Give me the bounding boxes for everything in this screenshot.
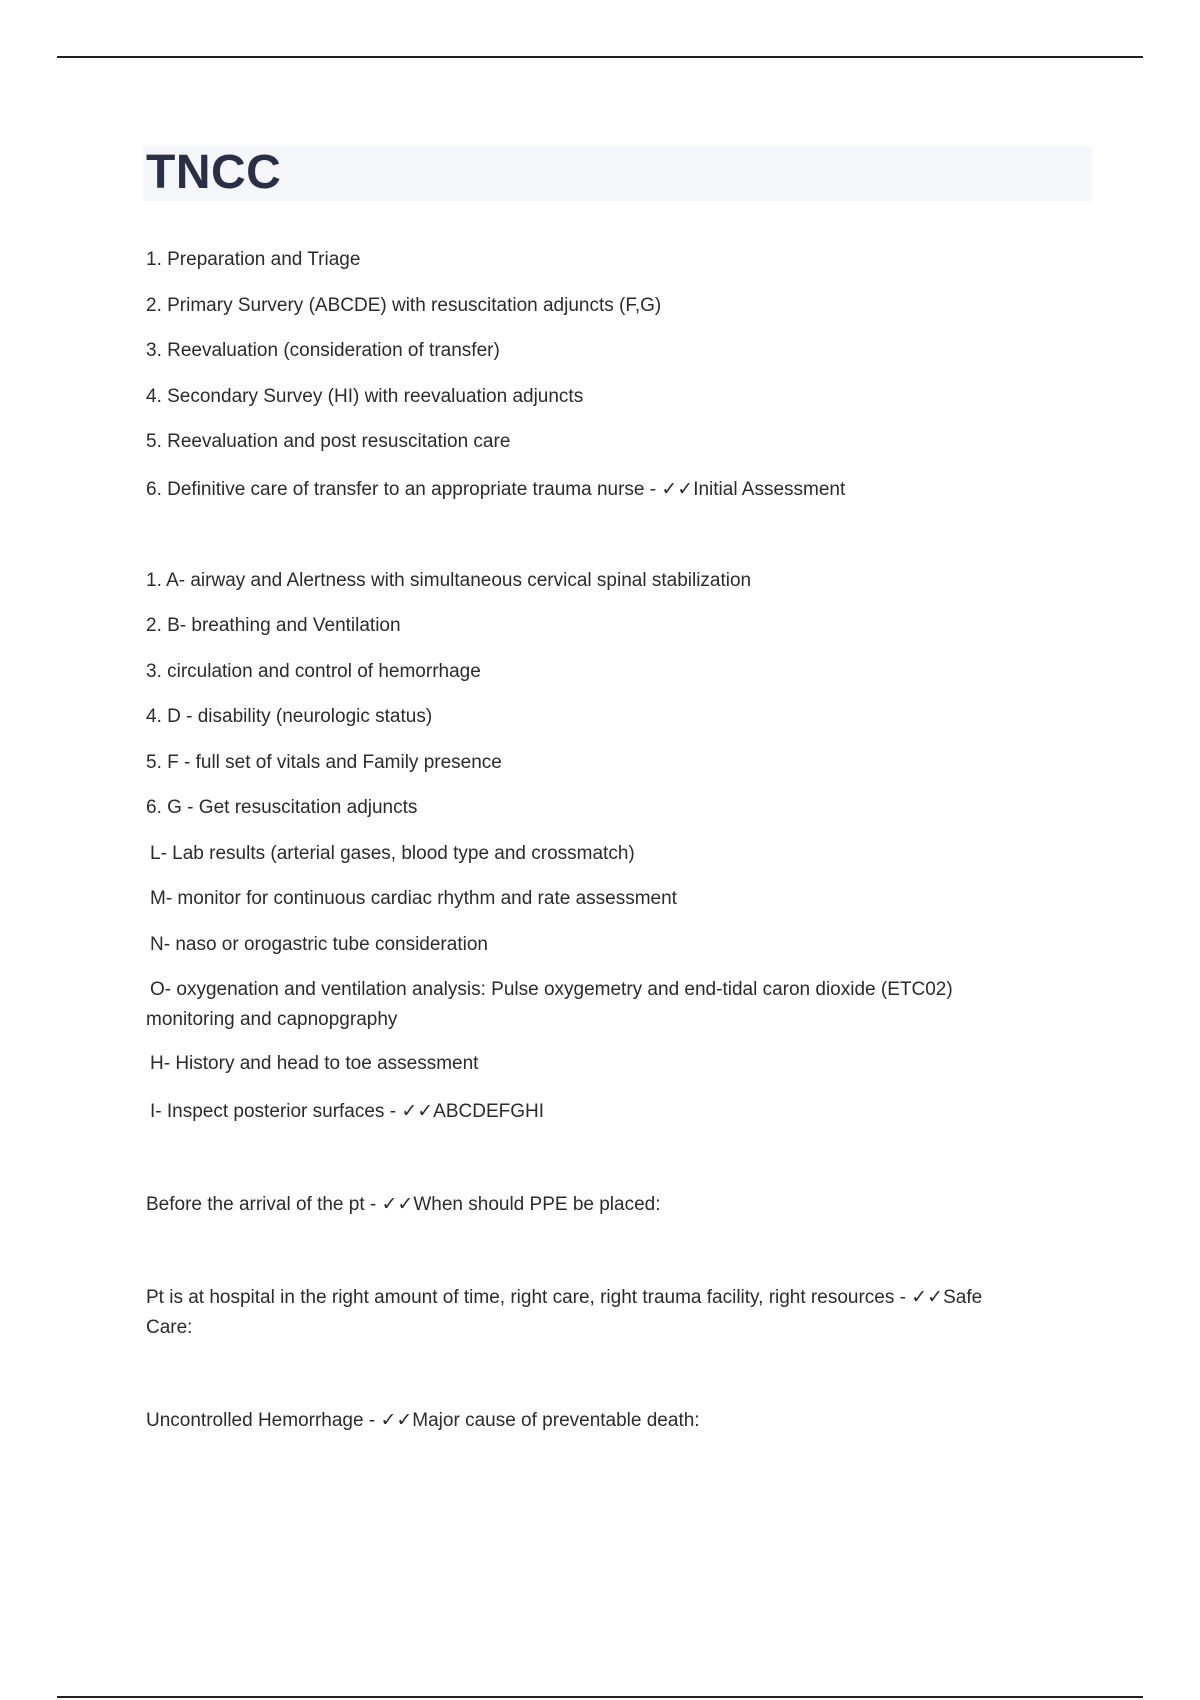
list-item: H- History and head to toe assessment [150,1053,479,1074]
list-item: O- oxygenation and ventilation analysis: Pulse oxygemetry and end-tidal caron dioxide (ETC02) [150,979,953,1000]
qa-item: Pt is at hospital in the right amount of time, right care, right trauma facility, right resources - ✓✓Safe [146,1287,983,1308]
page-title: TNCC [146,146,282,199]
title-band [143,146,1092,201]
list-item: 4. D - disability (neurologic status) [146,706,433,727]
qa-item: Before the arrival of the pt - ✓✓When should PPE be placed: [146,1194,661,1215]
list-item: I- Inspect posterior surfaces - ✓✓ABCDEFGHI [150,1101,544,1122]
list-item: M- monitor for continuous cardiac rhythm and rate assessment [150,888,677,909]
list-item: 3. Reevaluation (consideration of transfer) [146,340,500,361]
list-item: 1. Preparation and Triage [146,249,361,270]
list-item: 6. G - Get resuscitation adjuncts [146,797,418,818]
top-rule [57,56,1143,58]
qa-item: Uncontrolled Hemorrhage - ✓✓Major cause of preventable death: [146,1410,700,1431]
list-item: 2. B- breathing and Ventilation [146,615,401,636]
list-item: 5. F - full set of vitals and Family presence [146,752,502,773]
list-item: 2. Primary Survery (ABCDE) with resuscitation adjuncts (F,G) [146,295,662,316]
qa-item-continuation: Care: [146,1317,193,1338]
list-item: L- Lab results (arterial gases, blood type and crossmatch) [150,843,635,864]
bottom-rule [57,1696,1143,1698]
list-item: 4. Secondary Survey (HI) with reevaluation adjuncts [146,386,584,407]
list-item: N- naso or orogastric tube consideration [150,934,488,955]
list-item: 1. A- airway and Alertness with simultaneous cervical spinal stabilization [146,570,752,591]
list-item: 3. circulation and control of hemorrhage [146,661,481,682]
list-item: 5. Reevaluation and post resuscitation care [146,431,511,452]
list-item-continuation: monitoring and capnopgraphy [146,1009,398,1030]
list-item: 6. Definitive care of transfer to an appropriate trauma nurse - ✓✓Initial Assessment [146,479,846,500]
